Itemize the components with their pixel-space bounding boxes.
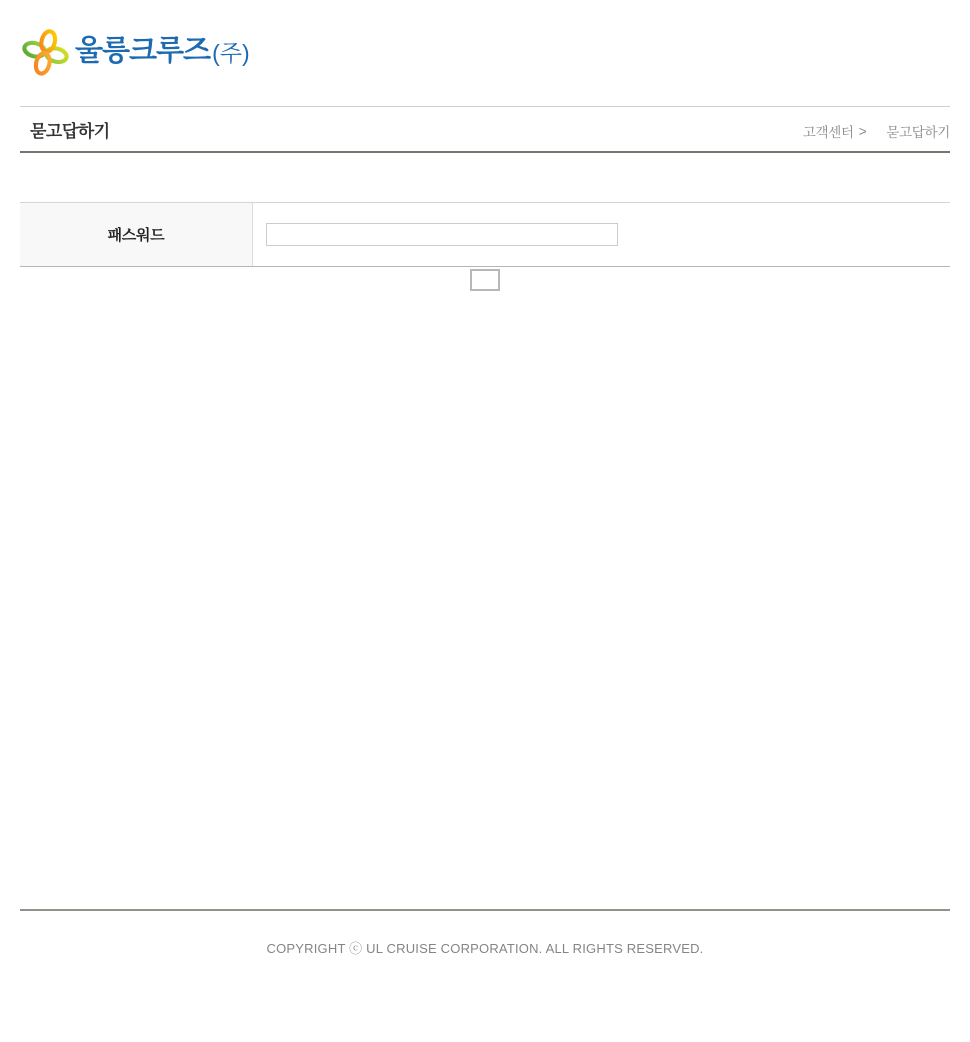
breadcrumb [803,121,950,141]
password-table [20,202,950,267]
password-label-cell: 패스워드 [20,203,253,266]
title-bottom-divider [20,151,950,153]
breadcrumb-parent[interactable]: 고객센터 [802,125,854,140]
footer-divider [20,909,950,911]
pinwheel-flower-icon [22,26,69,77]
page-title: 묻고답하기 [30,122,110,141]
title-top-divider [20,106,950,107]
password-input[interactable] [266,223,618,246]
breadcrumb-separator: > [858,123,867,139]
logo-company-name: 울릉크루즈 [75,35,211,67]
breadcrumb-current: 묻고답하기 [886,125,950,140]
logo-company-suffix: (주) [212,40,250,66]
footer-copyright: COPYRIGHT ⓒ UL CRUISE CORPORATION. ALL RIGHTS RESERVED. [266,941,704,956]
password-value-cell [253,203,950,266]
logo[interactable] [22,26,250,77]
confirm-button[interactable] [470,269,500,291]
